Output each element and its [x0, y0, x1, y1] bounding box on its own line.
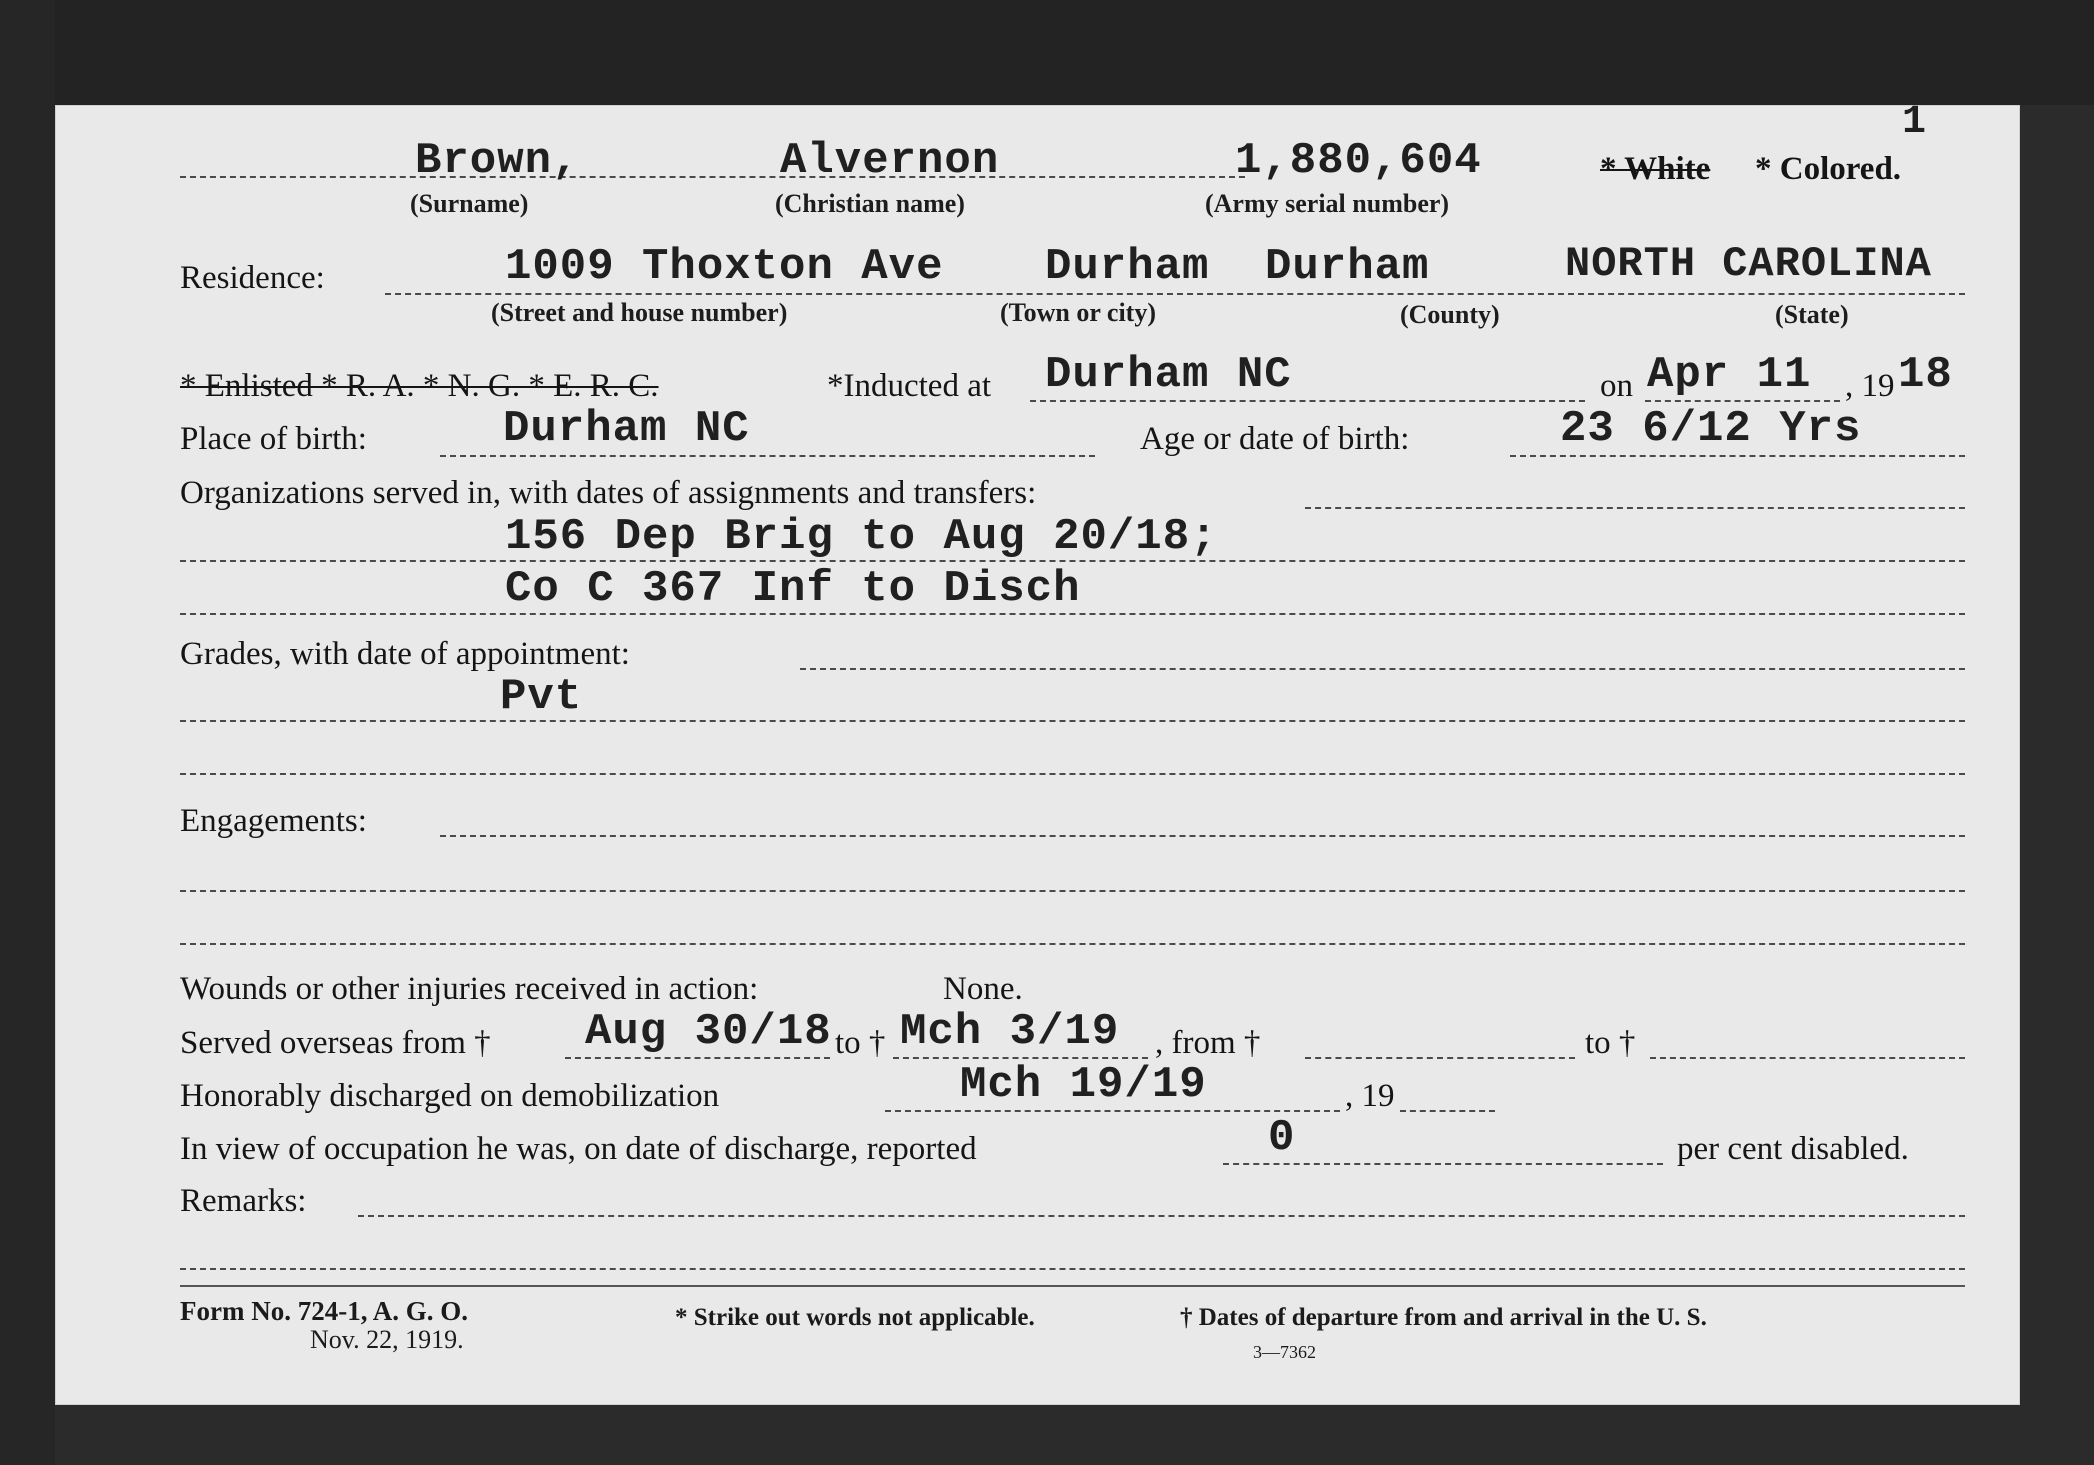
serial-number-value: 1,880,604	[1235, 136, 1482, 186]
enlistment-type-options: * Enlisted * R. A. * N. G. * E. R. C.	[180, 368, 659, 404]
grades-line-2	[180, 773, 1965, 775]
service-record-card	[55, 100, 2020, 1405]
form-number: Form No. 724-1, A. G. O.	[180, 1296, 468, 1326]
disability-value: 0	[1268, 1113, 1296, 1163]
discharge-date-value: Mch 19/19	[960, 1060, 1207, 1110]
discharge-line	[885, 1110, 1340, 1112]
christian-name-caption: (Christian name)	[775, 189, 965, 218]
city-caption: (Town or city)	[1000, 298, 1156, 327]
disability-line	[1223, 1163, 1663, 1165]
overseas-from2-label: , from †	[1155, 1025, 1261, 1061]
residence-state-value: NORTH CAROLINA	[1565, 240, 1932, 288]
remarks-line-0	[358, 1215, 1965, 1217]
age-line	[1510, 455, 1965, 457]
grade-value: Pvt	[500, 672, 583, 722]
discharge-year-label: , 19	[1345, 1078, 1395, 1114]
engagements-line-2	[180, 943, 1965, 945]
overseas-to-label: to †	[835, 1025, 886, 1061]
disability-label: In view of occupation he was, on date of discharge, reported	[180, 1131, 977, 1167]
organizations-line-0	[1305, 507, 1965, 509]
serial-number-caption: (Army serial number)	[1205, 189, 1450, 218]
wounds-value: None.	[943, 971, 1023, 1007]
age-label: Age or date of birth:	[1140, 421, 1410, 457]
inducted-place-value: Durham NC	[1045, 350, 1292, 400]
discharge-year-line	[1400, 1110, 1495, 1112]
residence-street-value: 1009 Thoxton Ave	[505, 242, 944, 292]
name-line	[180, 176, 1245, 178]
place-of-birth-label: Place of birth:	[180, 421, 367, 457]
inducted-date-line	[1645, 400, 1840, 402]
remarks-line-1	[180, 1268, 1965, 1270]
strike-out-note: * Strike out words not applicable.	[675, 1304, 1035, 1331]
inducted-at-label: *Inducted at	[827, 368, 992, 404]
christian-name-value: Alvernon	[780, 136, 1000, 186]
state-caption: (State)	[1775, 300, 1849, 329]
overseas-to-line	[893, 1057, 1148, 1059]
county-caption: (County)	[1400, 300, 1500, 329]
footer-rule	[180, 1285, 1965, 1287]
overseas-to-date: Mch 3/19	[900, 1007, 1120, 1057]
grades-line-0	[800, 668, 1965, 670]
card-number: 1	[1902, 100, 1928, 145]
grades-line-1	[180, 720, 1965, 722]
organization-entry: Co C 367 Inf to Disch	[505, 564, 1081, 614]
print-code: 3—7362	[1253, 1342, 1316, 1362]
residence-city-value: Durham	[1045, 242, 1210, 292]
engagements-line-0	[440, 835, 1965, 837]
grades-label: Grades, with date of appointment:	[180, 636, 630, 672]
race-colored-label: * Colored.	[1755, 151, 1902, 187]
surname-caption: (Surname)	[410, 189, 529, 218]
place-of-birth-value: Durham NC	[503, 404, 750, 454]
dates-note: † Dates of departure from and arrival in the U. S.	[1180, 1304, 1707, 1331]
overseas-from2-line	[1305, 1057, 1575, 1059]
residence-line	[385, 293, 1965, 295]
age-value: 23 6/12 Yrs	[1560, 404, 1862, 454]
inducted-year-prefix: , 19	[1845, 368, 1895, 404]
disability-suffix: per cent disabled.	[1677, 1131, 1909, 1167]
engagements-line-1	[180, 890, 1965, 892]
surname-value: Brown,	[415, 136, 580, 186]
served-overseas-label: Served overseas from †	[180, 1025, 491, 1061]
overseas-from-date: Aug 30/18	[585, 1007, 832, 1057]
form-date: Nov. 22, 1919.	[310, 1325, 464, 1354]
residence-label: Residence:	[180, 260, 325, 296]
overseas-to2-label: to †	[1585, 1025, 1636, 1061]
place-of-birth-line	[440, 455, 1095, 457]
scan-background-top	[0, 0, 2094, 105]
overseas-to2-line	[1650, 1057, 1965, 1059]
discharge-label: Honorably discharged on demobilization	[180, 1078, 720, 1114]
organizations-label: Organizations served in, with dates of assignments and transfers:	[180, 475, 1037, 511]
organization-entry: 156 Dep Brig to Aug 20/18;	[505, 512, 1218, 562]
scan-background-left	[0, 0, 55, 1465]
inducted-place-line	[1030, 400, 1585, 402]
wounds-label: Wounds or other injuries received in action:	[180, 971, 759, 1007]
inducted-date-value: Apr 11	[1647, 350, 1812, 400]
engagements-label: Engagements:	[180, 803, 367, 839]
residence-county-value: Durham	[1265, 242, 1430, 292]
race-white-label: * White	[1600, 151, 1711, 187]
on-label: on	[1600, 368, 1633, 404]
inducted-year-value: 18	[1898, 350, 1953, 400]
street-caption: (Street and house number)	[491, 298, 788, 327]
overseas-from-line	[565, 1057, 830, 1059]
remarks-label: Remarks:	[180, 1183, 307, 1219]
